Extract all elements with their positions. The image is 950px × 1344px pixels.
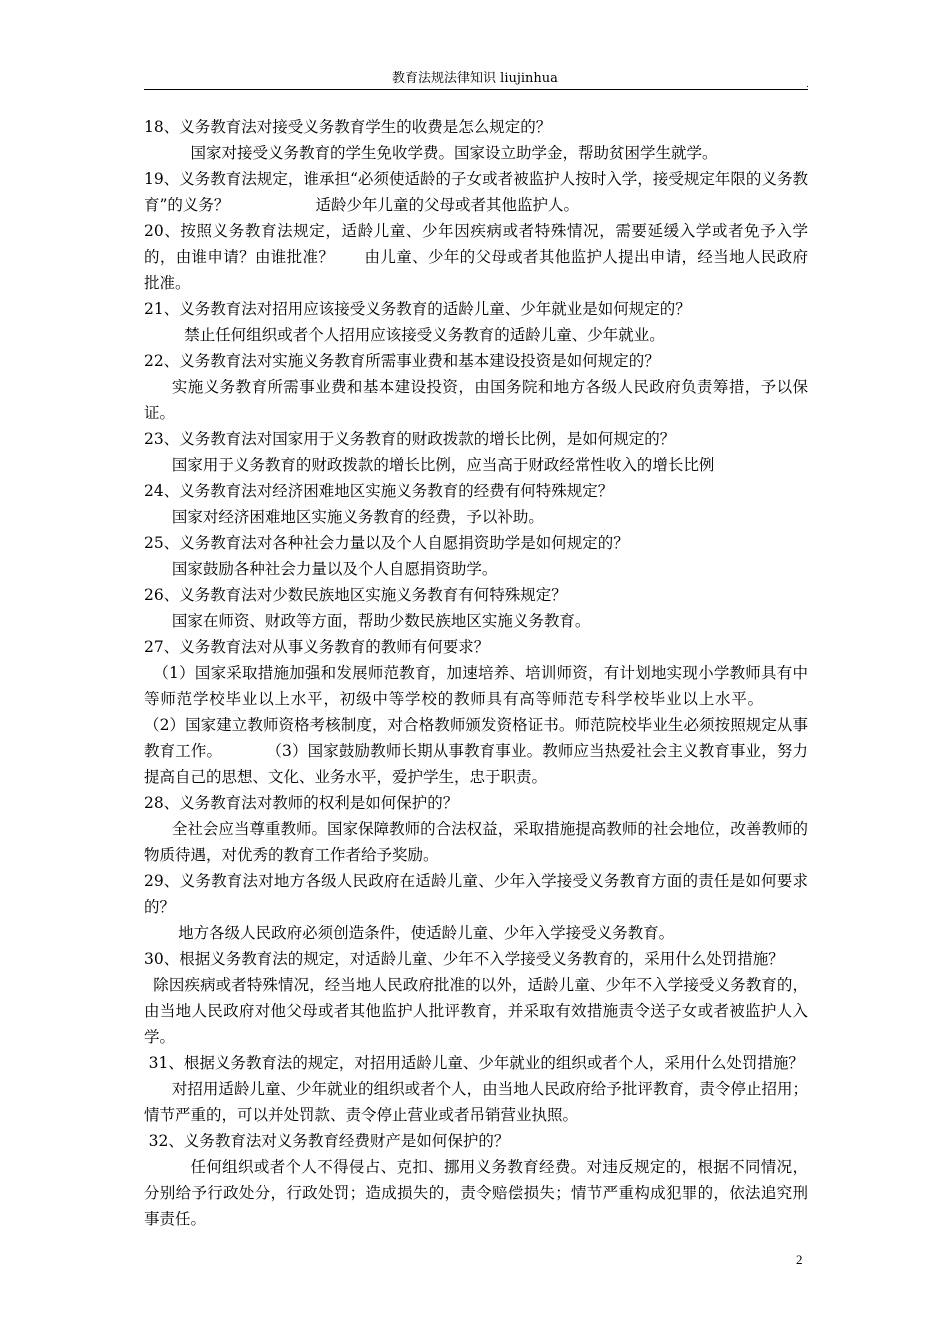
- header-mark: .: [806, 80, 809, 90]
- question-24: 24、义务教育法对经济困难地区实施义务教育的经费有何特殊规定？: [144, 482, 614, 500]
- answer-27: [144, 660, 808, 790]
- question-28: 28、义务教育法对教师的权利是如何保护的？: [144, 794, 459, 812]
- question-19: [144, 166, 808, 218]
- question-32: 32、义务教育法对义务教育经费财产是如何保护的？: [148, 1132, 510, 1150]
- answer-18: 国家对接受义务教育的学生免收学费。国家设立助学金，帮助贫困学生就学。: [190, 144, 718, 162]
- page-header: 教育法规法律知识 liujinhua: [392, 71, 558, 86]
- question-20-text: 20、按照义务教育法规定，适龄儿童、少年因疾病或者特殊情况，需要延缓入学或者免予入学的，由谁申请？由谁批准？: [144, 222, 808, 266]
- answer-19: 适龄少年儿童的父母或者其他监护人。: [315, 196, 579, 214]
- answer-32: 任何组织或者个人不得侵占、克扣、挪用义务教育经费。对违反规定的，根据不同情况，分别给予行政处分，行政处罚；造成损失的，责令赔偿损失；情节严重构成犯罪的，依法追究刑事责任。: [144, 1158, 808, 1228]
- answer-27-part-1: （1）国家采取措施加强和发展师范教育，加速培养、培训师资，有计划地实现小学教师具有中等师范学校毕业以上水平，初级中等学校的教师具有高等师范专科学校毕业以上水平。: [144, 664, 808, 708]
- question-20: [144, 218, 808, 296]
- question-18: 18、义务教育法对接受义务教育学生的收费是怎么规定的？: [144, 118, 552, 136]
- answer-23: 国家用于义务教育的财政拨款的增长比例，应当高于财政经常性收入的增长比例: [171, 456, 715, 474]
- header-rule: [144, 89, 808, 90]
- answer-26: 国家在师资、财政等方面，帮助少数民族地区实施义务教育。: [171, 612, 591, 630]
- answer-28: 全社会应当尊重教师。国家保障教师的合法权益，采取措施提高教师的社会地位，改善教师的物质待遇，对优秀的教育工作者给予奖励。: [144, 820, 808, 864]
- question-19-text: 19、义务教育法规定，谁承担“必须使适龄的子女或者被监护人按时入学，接受规定年限的义务教育”的义务？: [144, 170, 808, 214]
- answer-20: 由儿童、少年的父母或者其他监护人提出申请，经当地人民政府批准。: [144, 248, 808, 292]
- answer-30: 除因疾病或者特殊情况，经当地人民政府批准的以外，适龄儿童、少年不入学接受义务教育的，由当地人民政府对他父母或者其他监护人批评教育，并采取有效措施责令送子女或者被监护人入学。: [144, 976, 808, 1046]
- question-26: 26、义务教育法对少数民族地区实施义务教育有何特殊规定？: [144, 586, 567, 604]
- question-29: 29、义务教育法对地方各级人民政府在适龄儿童、少年入学接受义务教育方面的责任是如何要求的？: [144, 872, 808, 916]
- question-21: 21、义务教育法对招用应该接受义务教育的适龄儿童、少年就业是如何规定的？: [144, 300, 691, 318]
- answer-31: 对招用适龄儿童、少年就业的组织或者个人，由当地人民政府给予批评教育，责令停止招用；情节严重的，可以并处罚款、责令停止营业或者吊销营业执照。: [144, 1080, 808, 1124]
- answer-24: 国家对经济困难地区实施义务教育的经费，予以补助。: [171, 508, 544, 526]
- question-23: 23、义务教育法对国家用于义务教育的财政拨款的增长比例，是如何规定的？: [144, 430, 676, 448]
- document-body: [144, 114, 808, 1232]
- answer-27-part-3: （3）国家鼓励教师长期从事教育事业。教师应当热爱社会主义教育事业，努力提高自己的思想、文化、业务水平，爱护学生，忠于职责。: [144, 742, 808, 786]
- question-22: 22、义务教育法对实施义务教育所需事业费和基本建设投资是如何规定的？: [144, 352, 660, 370]
- answer-25: 国家鼓励各种社会力量以及个人自愿捐资助学。: [171, 560, 498, 578]
- answer-21: 禁止任何组织或者个人招用应该接受义务教育的适龄儿童、少年就业。: [184, 326, 665, 344]
- question-31: 31、根据义务教育法的规定，对招用适龄儿童、少年就业的组织或者个人，采用什么处罚措施？: [148, 1054, 804, 1072]
- answer-27-part-2: （2）国家建立教师资格考核制度，对合格教师颁发资格证书。师范院校毕业生必须按照规定从事教育工作。: [144, 716, 808, 760]
- page-number: 2: [796, 1252, 803, 1267]
- answer-22: 实施义务教育所需事业费和基本建设投资，由国务院和地方各级人民政府负责筹措，予以保证。: [144, 378, 808, 422]
- question-25: 25、义务教育法对各种社会力量以及个人自愿捐资助学是如何规定的？: [144, 534, 629, 552]
- answer-29: 地方各级人民政府必须创造条件，使适龄儿童、少年入学接受义务教育。: [178, 924, 675, 942]
- question-30: 30、根据义务教育法的规定，对适龄儿童、少年不入学接受义务教育的，采用什么处罚措施？: [144, 950, 784, 968]
- question-27: 27、义务教育法对从事义务教育的教师有何要求？: [144, 638, 490, 656]
